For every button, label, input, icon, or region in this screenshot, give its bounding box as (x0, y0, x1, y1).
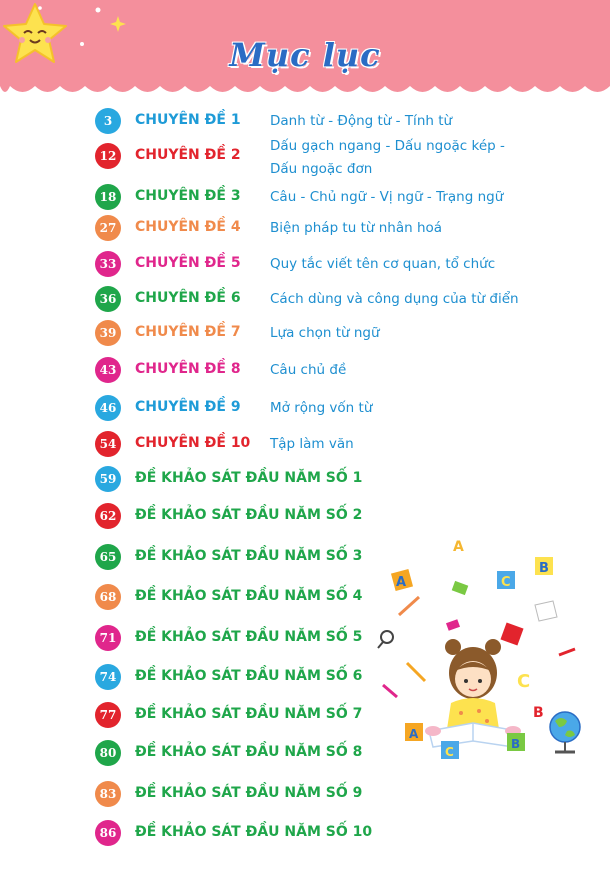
topic-description: Dấu gạch ngang - Dấu ngoặc kép - (270, 138, 505, 154)
topic-description: Tập làm văn (270, 436, 354, 452)
topic-description: Biện pháp tu từ nhân hoá (270, 220, 443, 236)
page-number-badge: 80 (95, 740, 121, 766)
topic-description: Danh từ - Động từ - Tính từ (270, 113, 453, 129)
letter-block-b-icon: B (539, 561, 549, 576)
page-number-badge: 18 (95, 184, 121, 210)
child-figure (425, 639, 521, 747)
exam-label: ĐỀ KHẢO SÁT ĐẦU NĂM SỐ 2 (135, 507, 363, 523)
page-number-badge: 83 (95, 781, 121, 807)
exam-label: ĐỀ KHẢO SÁT ĐẦU NĂM SỐ 3 (135, 548, 363, 564)
page-number-badge: 36 (95, 286, 121, 312)
page-number-badge: 12 (95, 143, 121, 169)
topic-description: Mở rộng vốn từ (270, 400, 373, 416)
child-reading-illustration (375, 535, 595, 765)
exam-label: ĐỀ KHẢO SÁT ĐẦU NĂM SỐ 7 (135, 706, 363, 722)
topic-description: Câu chủ đề (270, 362, 347, 378)
letter-b-icon: B (533, 705, 544, 721)
page-number-badge: 39 (95, 320, 121, 346)
block-b-icon: B (511, 737, 521, 751)
page-number-badge: 74 (95, 664, 121, 690)
exam-label: ĐỀ KHẢO SÁT ĐẦU NĂM SỐ 6 (135, 668, 363, 684)
exam-label: ĐỀ KHẢO SÁT ĐẦU NĂM SỐ 4 (135, 588, 363, 604)
page-number-badge: 86 (95, 820, 121, 846)
exam-label: ĐỀ KHẢO SÁT ĐẦU NĂM SỐ 9 (135, 785, 363, 801)
page-number-badge: 68 (95, 584, 121, 610)
topic-description: Quy tắc viết tên cơ quan, tổ chức (270, 256, 496, 272)
page-number-badge: 77 (95, 702, 121, 728)
page-number-badge: 71 (95, 625, 121, 651)
header-banner (0, 0, 610, 100)
topic-label: CHUYÊN ĐỀ 1 (135, 112, 241, 128)
letter-c-icon: C (517, 671, 531, 692)
letter-block-c-icon: C (501, 575, 511, 590)
topic-label: CHUYÊN ĐỀ 10 (135, 435, 251, 451)
topic-description: Cách dùng và công dụng của từ điển (270, 291, 519, 307)
exam-label: ĐỀ KHẢO SÁT ĐẦU NĂM SỐ 8 (135, 744, 363, 760)
page-number-badge: 43 (95, 357, 121, 383)
letter-block-a-icon: A (396, 575, 407, 590)
globe-icon (550, 712, 580, 752)
page-number-badge: 3 (95, 108, 121, 134)
topic-label: CHUYÊN ĐỀ 4 (135, 219, 241, 235)
page-number-badge: 62 (95, 503, 121, 529)
topic-label: CHUYÊN ĐỀ 6 (135, 290, 241, 306)
block-a-icon: A (409, 727, 419, 741)
topic-description: Dấu ngoặc đơn (270, 161, 373, 177)
exam-label: ĐỀ KHẢO SÁT ĐẦU NĂM SỐ 5 (135, 629, 363, 645)
block-c-icon: C (445, 745, 454, 759)
page-title: Mục lục (229, 36, 381, 74)
topic-description: Câu - Chủ ngữ - Vị ngữ - Trạng ngữ (270, 189, 504, 205)
page-number-badge: 27 (95, 215, 121, 241)
topic-label: CHUYÊN ĐỀ 2 (135, 147, 241, 163)
page-number-badge: 65 (95, 544, 121, 570)
topic-label: CHUYÊN ĐỀ 8 (135, 361, 241, 377)
topic-description: Lựa chọn từ ngữ (270, 325, 380, 341)
topic-label: CHUYÊN ĐỀ 7 (135, 324, 241, 340)
page-number-badge: 59 (95, 466, 121, 492)
page-number-badge: 54 (95, 431, 121, 457)
exam-label: ĐỀ KHẢO SÁT ĐẦU NĂM SỐ 10 (135, 824, 373, 840)
topic-label: CHUYÊN ĐỀ 9 (135, 399, 241, 415)
topic-label: CHUYÊN ĐỀ 5 (135, 255, 241, 271)
letter-a-icon: A (453, 539, 464, 555)
exam-label: ĐỀ KHẢO SÁT ĐẦU NĂM SỐ 1 (135, 470, 363, 486)
topic-label: CHUYÊN ĐỀ 3 (135, 188, 241, 204)
page-number-badge: 46 (95, 395, 121, 421)
page-number-badge: 33 (95, 251, 121, 277)
